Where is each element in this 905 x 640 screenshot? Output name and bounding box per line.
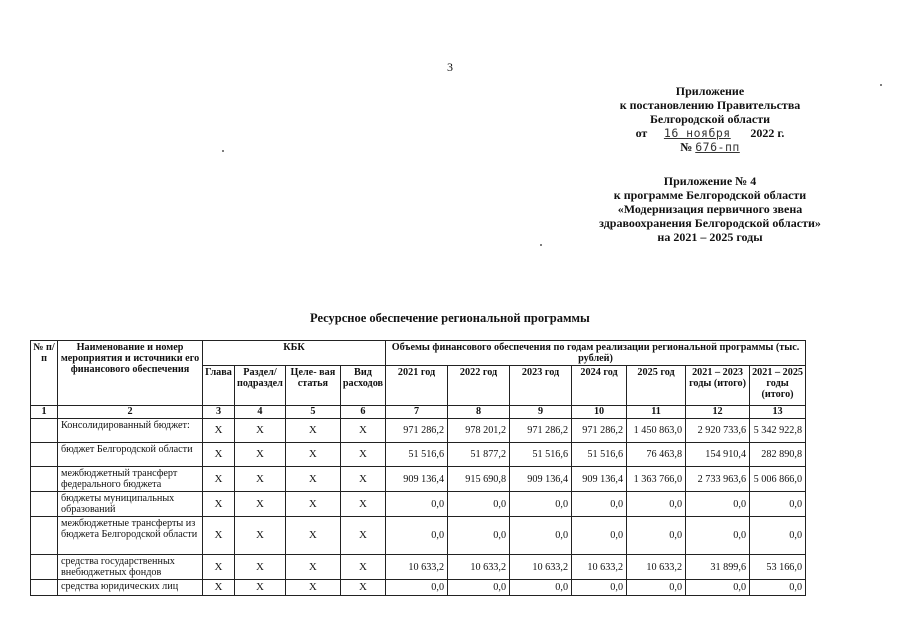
amount-cell: 0,0	[510, 580, 572, 596]
amount-cell: 915 690,8	[448, 467, 510, 492]
column-number: 5	[285, 406, 340, 419]
date-handwritten: 16 ноября	[663, 126, 731, 140]
kbk-cell: Х	[340, 517, 385, 555]
number-prefix: №	[680, 140, 693, 154]
amount-cell: 0,0	[386, 517, 448, 555]
header1-line3: Белгородской области	[649, 112, 771, 126]
header-total-2021-2023: 2021 – 2023 годы (итого)	[686, 366, 750, 406]
column-number: 4	[235, 406, 286, 419]
header-num: № п/п	[31, 341, 58, 406]
kbk-cell: Х	[203, 492, 235, 517]
amount-cell: 0,0	[386, 492, 448, 517]
kbk-cell: Х	[203, 555, 235, 580]
row-number-cell	[31, 517, 58, 555]
amount-cell: 0,0	[686, 492, 750, 517]
header1-number	[560, 140, 860, 154]
date-suffix: 2022 г.	[750, 126, 785, 140]
header2-line1: Приложение № 4	[663, 174, 757, 188]
table-row	[31, 517, 806, 555]
kbk-cell: Х	[285, 580, 340, 596]
amount-cell: 10 633,2	[448, 555, 510, 580]
program-header	[560, 174, 860, 244]
amount-cell: 0,0	[510, 517, 572, 555]
column-number: 9	[510, 406, 572, 419]
kbk-cell: Х	[203, 419, 235, 443]
page-number: 3	[447, 60, 453, 74]
column-number: 12	[686, 406, 750, 419]
row-number-cell	[31, 467, 58, 492]
table-row	[31, 443, 806, 467]
header-razdel: Раздел/ подраздел	[235, 366, 286, 406]
amount-cell: 10 633,2	[627, 555, 686, 580]
header2-line5: на 2021 – 2025 годы	[657, 230, 763, 244]
amount-cell: 0,0	[572, 580, 627, 596]
kbk-cell: Х	[235, 517, 286, 555]
row-name-cell: бюджеты муниципальных образований	[58, 492, 203, 517]
header-kbk: КБК	[203, 341, 386, 366]
kbk-cell: Х	[235, 492, 286, 517]
header-statya: Целе- вая статья	[285, 366, 340, 406]
amount-cell: 971 286,2	[386, 419, 448, 443]
table-row	[31, 419, 806, 443]
table-row	[31, 492, 806, 517]
kbk-cell: Х	[285, 492, 340, 517]
kbk-cell: Х	[340, 419, 385, 443]
row-name-cell: бюджет Белгородской области	[58, 443, 203, 467]
amount-cell: 5 342 922,8	[750, 419, 806, 443]
amount-cell: 282 890,8	[750, 443, 806, 467]
scan-speck	[880, 84, 882, 86]
amount-cell: 0,0	[686, 580, 750, 596]
header-name: Наименование и номер мероприятия и источники его финансового обеспечения	[58, 341, 203, 406]
amount-cell: 10 633,2	[510, 555, 572, 580]
kbk-cell: Х	[285, 555, 340, 580]
header-glava: Глава	[203, 366, 235, 406]
resolution-header	[560, 84, 860, 154]
row-name-cell: межбюджетный трансферт федерального бюджета	[58, 467, 203, 492]
amount-cell: 0,0	[627, 517, 686, 555]
amount-cell: 971 286,2	[510, 419, 572, 443]
amount-cell: 0,0	[750, 492, 806, 517]
kbk-cell: Х	[203, 580, 235, 596]
amount-cell: 0,0	[510, 492, 572, 517]
amount-cell: 51 516,6	[386, 443, 448, 467]
kbk-cell: Х	[235, 467, 286, 492]
header2-line2: к программе Белгородской области	[613, 188, 807, 202]
row-name-cell: средства юридических лиц	[58, 580, 203, 596]
column-number: 10	[572, 406, 627, 419]
kbk-cell: Х	[285, 467, 340, 492]
amount-cell: 0,0	[572, 492, 627, 517]
amount-cell: 0,0	[627, 492, 686, 517]
kbk-cell: Х	[285, 517, 340, 555]
kbk-cell: Х	[203, 467, 235, 492]
row-name-cell: средства государственных внебюджетных фондов	[58, 555, 203, 580]
header-2023: 2023 год	[510, 366, 572, 406]
amount-cell: 0,0	[750, 580, 806, 596]
amount-cell: 76 463,8	[627, 443, 686, 467]
header-2025: 2025 год	[627, 366, 686, 406]
kbk-cell: Х	[340, 555, 385, 580]
date-prefix: от	[635, 126, 648, 140]
kbk-cell: Х	[340, 443, 385, 467]
amount-cell: 51 516,6	[572, 443, 627, 467]
column-number: 3	[203, 406, 235, 419]
kbk-cell: Х	[235, 419, 286, 443]
amount-cell: 51 877,2	[448, 443, 510, 467]
amount-cell: 51 516,6	[510, 443, 572, 467]
amount-cell: 2 733 963,6	[686, 467, 750, 492]
kbk-cell: Х	[285, 419, 340, 443]
amount-cell: 31 899,6	[686, 555, 750, 580]
amount-cell: 0,0	[448, 517, 510, 555]
header-vid: Вид расходов	[340, 366, 385, 406]
amount-cell: 10 633,2	[386, 555, 448, 580]
table-title: Ресурсное обеспечение региональной программы	[310, 311, 590, 325]
scan-speck	[222, 150, 224, 152]
amount-cell: 1 363 766,0	[627, 467, 686, 492]
column-number: 11	[627, 406, 686, 419]
amount-cell: 154 910,4	[686, 443, 750, 467]
amount-cell: 0,0	[572, 517, 627, 555]
column-number: 8	[448, 406, 510, 419]
header-2022: 2022 год	[448, 366, 510, 406]
header-total-2021-2025: 2021 – 2025 годы (итого)	[750, 366, 806, 406]
amount-cell: 909 136,4	[572, 467, 627, 492]
kbk-cell: Х	[235, 580, 286, 596]
header2-line3: «Модернизация первичного звена	[617, 202, 803, 216]
amount-cell: 53 166,0	[750, 555, 806, 580]
amount-cell: 971 286,2	[572, 419, 627, 443]
amount-cell: 909 136,4	[510, 467, 572, 492]
header-2021: 2021 год	[386, 366, 448, 406]
kbk-cell: Х	[235, 443, 286, 467]
header2-line4: здравоохранения Белгородской области»	[599, 216, 821, 230]
scan-speck	[540, 244, 542, 246]
amount-cell: 0,0	[386, 580, 448, 596]
amount-cell: 2 920 733,6	[686, 419, 750, 443]
amount-cell: 0,0	[448, 492, 510, 517]
header1-line1: Приложение	[675, 84, 745, 98]
amount-cell: 909 136,4	[386, 467, 448, 492]
amount-cell: 978 201,2	[448, 419, 510, 443]
row-name-cell: межбюджетные трансферты из бюджета Белгородской области	[58, 517, 203, 555]
kbk-cell: Х	[285, 443, 340, 467]
kbk-cell: Х	[340, 467, 385, 492]
row-number-cell	[31, 580, 58, 596]
column-number: 7	[386, 406, 448, 419]
amount-cell: 1 450 863,0	[627, 419, 686, 443]
row-number-cell	[31, 419, 58, 443]
number-handwritten: 676-пп	[695, 140, 740, 154]
kbk-cell: Х	[340, 580, 385, 596]
amount-cell: 0,0	[686, 517, 750, 555]
header1-date	[560, 126, 860, 140]
amount-cell: 0,0	[448, 580, 510, 596]
header1-line2: к постановлению Правительства	[619, 98, 801, 112]
kbk-cell: Х	[203, 517, 235, 555]
column-number: 13	[750, 406, 806, 419]
resource-table	[30, 340, 806, 596]
amount-cell: 0,0	[627, 580, 686, 596]
header-volumes: Объемы финансового обеспечения по годам реализации региональной программы (тыс. рублей)	[386, 341, 806, 366]
table-row	[31, 555, 806, 580]
amount-cell: 0,0	[750, 517, 806, 555]
row-number-cell	[31, 492, 58, 517]
row-number-cell	[31, 555, 58, 580]
row-name-cell: Консолидированный бюджет:	[58, 419, 203, 443]
table-row	[31, 580, 806, 596]
table-row	[31, 467, 806, 492]
kbk-cell: Х	[203, 443, 235, 467]
amount-cell: 5 006 866,0	[750, 467, 806, 492]
kbk-cell: Х	[235, 555, 286, 580]
row-number-cell	[31, 443, 58, 467]
column-number: 6	[340, 406, 385, 419]
header-2024: 2024 год	[572, 366, 627, 406]
column-number: 2	[58, 406, 203, 419]
column-number: 1	[31, 406, 58, 419]
kbk-cell: Х	[340, 492, 385, 517]
amount-cell: 10 633,2	[572, 555, 627, 580]
